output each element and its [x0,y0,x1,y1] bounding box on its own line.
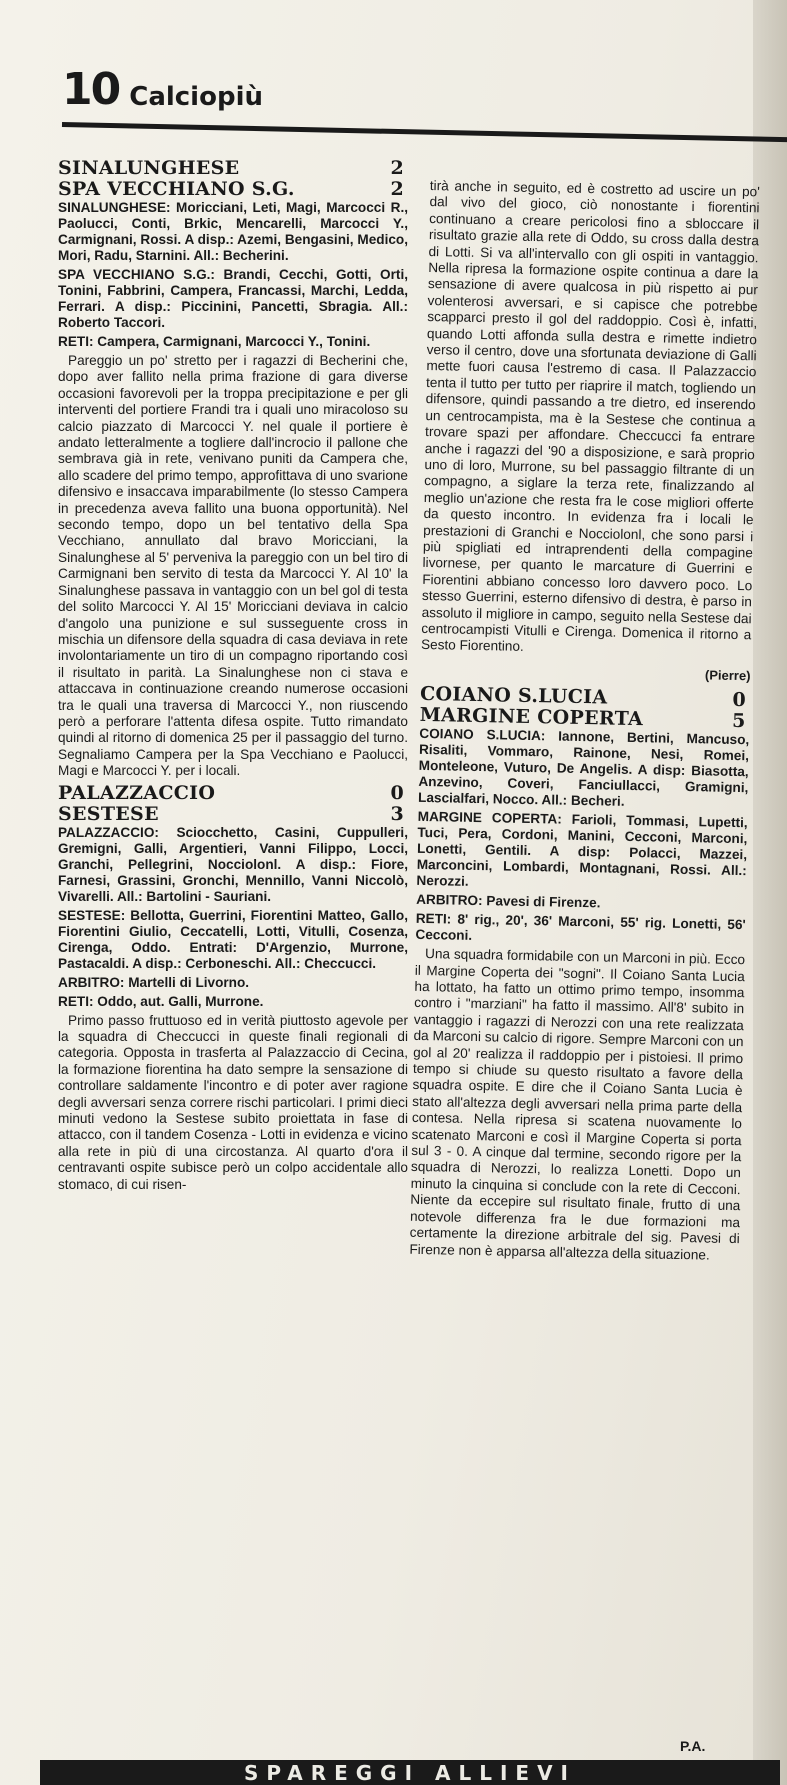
match1-away-team: SPA VECCHIANO S.G. [58,178,295,200]
match2-goals: RETI: Oddo, aut. Galli, Murrone. [58,993,264,1009]
match3-away-team: MARGINE COPERTA [419,704,644,731]
match2-report-part2: tirà anche in seguito, ed è costretto ad uscire un po' dal vivo del gioco, ciò nonostante i fiorentini continuano a creare pericolosi fino a sbloccare il risultato grazie alla rete di Oddo, su cross dalla destra di Lotti. Si va all'intervallo con gli ospiti in vantaggio. Nella ripresa la formazione ospite continua a dare la sensazione di avere qualcosa in più rispetto ai pur volenterosi avversari, e si capisce che potrebbe scapparci presto il gol del raddoppio. Così è, infatti, quando Lotti affonda sulla destra e rimette indietro verso il centro, dove una sfortunata deviazione di Galli mette fuori causa l'estremo di casa. Il Palazzaccio tenta il tutto per tutto per riaprire il match, togliendo un difensore, quindi passando a tre dietro, ed inserendo un centrocampista, ma è la Sestese che continua a trovare spazi per affondare. Checcucci fa entrare anche i ragazzi del '90 a disposizione, e sarà proprio uno di loro, Murrone, su bel passaggio filtrante di un compagno, a siglare la terza rete, finalizzando al meglio un'azione che resta fra le cose migliori offerte da questo incontro. In evidenza fra i locali le prestazioni di Granchi e Nocciolonl, che sono parsi i più spigliati ed intraprendenti della compagine livornese, per quanto le marcature di Guerrini e Fiorentini abbiano concesso loro davvero poco. Lo stesso Guerrini, esterno difensivo di destra, è parso in assoluto il migliore in campo, seguito nella Sestese dai centrocampisti Vitulli e Cirenga. Domenica il ritorno a Sesto Fiorentino. [420,178,760,655]
match3-referee: ARBITRO: Pavesi di Firenze. [416,892,601,911]
match2-referee: ARBITRO: Martelli di Livorno. [58,974,250,990]
match1-goals: RETI: Campera, Carmignani, Marcocci Y., Tonini. [58,334,371,349]
match3-lineup-away: MARGINE COPERTA: Farioli, Tommasi, Lupetti, Tuci, Pera, Cordoni, Manini, Cecconi, Marconi, Lonetti, Gentili. A disp: Polacci, Mazzei, Marconcini, Lombardi, Montagnani, Rossi. All.: Nerozzi. [416,809,748,890]
match2-away-score: 3 [390,802,404,825]
match2-home-score: 0 [390,781,404,804]
column-left [58,158,408,1196]
match1-report: Pareggio un po' stretto per i ragazzi di Becherini che, dopo aver fallito nella prima frazione di gara diverse occasioni favorevoli per la troppa precipitazione e per gli interventi del portiere Frandi tra i quali uno miracoloso su calcio piazzato di Marcocci Y. nel quale il portiere è andato letteralmente a togliere dall'incrocio il pallone che sembrava già in rete, venivano puniti da Campera che, allo scadere del primo tempo, approfittava di uno svarione difensivo e insaccava imparabilmente (lo stesso Campera in precedenza aveva fallito una buona opportunità). Nel secondo tempo, dopo un bel tentativo della Spa Vecchiano, annullato dal bravo Moricciani, la Sinalunghese al 5' perveniva la pareggio con un bel tiro di Carmignani ben servito di testa da Marcocci Y. Al 10' la Sinalunghese passava in vantaggio con un bel gol di testa del solito Marcocci Y. Al 15' Moricciani deviava in calcio d'angolo una punizione e sul susseguente cross in mischia un difensore della squadra di casa deviava in rete involontariamente un tiro di un compagno riportando così il risultato in parità. La Sinalunghese non ci stava e attaccava in continuazione creando numerose occasioni tra le quali una traversa di Marcocci Y., non riuscendo però a perforare l'attenta difesa ospite. Tutto rimandato quindi al ritorno di domenica 25 per il passaggio del turno. Segnaliamo Campera per la Spa Vecchiano e Paolucci, Magi e Marcocci Y. per i locali. [58,353,408,779]
match2-home-row [58,783,408,804]
match1-home-team: SINALUNGHESE [58,157,240,179]
match2-home-team: PALAZZACCIO [58,781,216,804]
footer-banner: SPAREGGI ALLIEVI [40,1760,780,1785]
match1-away-row [58,179,408,200]
match3-home-score: 0 [732,689,747,712]
match3-signoff: P.A. [680,1738,706,1754]
match1-away-score: 2 [390,178,404,200]
match3-goals: RETI: 8' rig., 20', 36' Marconi, 55' rig. Lonetti, 56' Cecconi. [415,911,746,944]
match1-lineup-away: SPA VECCHIANO S.G.: Brandi, Cecchi, Gotti, Orti, Tonini, Fabbrini, Campera, Francassi, Marchi, Ledda, Ferrari. A disp.: Piccinini, Pancetti, Sbragia. All.: Roberto Taccori. [58,267,408,330]
match3-lineup-home: COIANO S.LUCIA: Iannone, Bertini, Mancuso, Risaliti, Vommaro, Rainone, Nesi, Romei, Monteleone, Vuturo, De Angelis. A disp: Biasotta, Anzevino, Coveri, Fanciullacci, Gramigni, Lascialfari, Nocco. All.: Becheri. [417,726,750,810]
header-rule [62,122,787,142]
section-title: Calciopiù [129,82,263,112]
page-header [62,52,263,115]
match3-home-team: COIANO S.LUCIA [419,683,608,709]
match2-away-row [58,804,408,825]
page-number: 10 [62,64,120,115]
match2-report-part1: Primo passo fruttuoso ed in verità piuttosto agevole per la squadra di Checcucci in queste finali regionali di categoria. Opposta in trasferta al Palazzaccio di Cecina, la formazione fiorentina ha dato sempre la sensazione di controllare saldamente l'incontro e di poter aver ragione degli avversari senza correre rischi particolari. I primi dieci minuti vedono la Sestese subito proiettata in fase di attacco, con il tandem Cosenza - Lotti in evidenza e vicino alla rete in più di una circostanza. Al quarto d'ora il centravanti ospite subisce però un colpo accidentale allo stomaco, di cui risen- [58,1012,408,1192]
match2-lineup-away: SESTESE: Bellotta, Guerrini, Fiorentini Matteo, Gallo, Fiorentini Giulio, Ceccatelli, Lotti, Vitulli, Cosenza, Cirenga, Oddo. Entrati: D'Argenzio, Murrone, Pastacaldi. A disp.: Cerboneschi. All.: Checcucci. [58,907,408,971]
match1-home-row [58,158,408,179]
column-right [409,178,760,1267]
match2-lineup-home: PALAZZACCIO: Sciocchetto, Casini, Cuppulleri, Gremigni, Galli, Argentieri, Vanni Filippo, Locci, Granchi, Pellegrini, Nocciolonl. A disp.: Fiore, Farnesi, Grassini, Gronchi, Mennillo, Vanni Niccolò, Vivarelli. All.: Bartolini - Sauriani. [58,824,408,904]
match1-home-score: 2 [390,157,404,179]
match1-lineup-home: SINALUNGHESE: Moricciani, Leti, Magi, Marcocci R., Paolucci, Conti, Brkic, Mencarelli, Marcocci Y., Carmignani, Rossi. A disp.: Azemi, Bengasini, Medico, Mori, Radu, Starnini. All.: Becherini. [58,200,408,263]
match3-away-score: 5 [731,710,746,733]
match3-report: Una squadra formidabile con un Marconi in più. Ecco il Margine Coperta dei "sogni". Il Coiano Santa Lucia ha lottato, ha fatto un ottimo primo tempo, insomma contro i "marziani" ha fatto il massimo. All'8' subito in vantaggio i ragazzi di Nerozzi con una rete realizzata da Marconi su calcio di rigore. Sempre Marconi con un gol al 20' realizza il raddoppio per i pistoiesi. Il primo tempo si chiude su questo risultato a favore della squadra ospite. E dire che il Coiano Santa Lucia è stato all'altezza degli avversari nella prima parte della contesa. Nella ripresa si scatena nuovamente lo scatenato Marconi e così il Margine Coperta si porta sul 3 - 0. A cinque dal termine, secondo rigore per la squadra di Nerozzi, lo realizza Lonetti. Dopo un minuto la cinquina si conclude con la rete di Cecconi. Niente da eccepire sul risultato finale, frutto di una notevole differenza fra le due formazioni ma certamente la direzione arbitrale del sig. Pavesi di Firenze non è apparsa all'altezza della situazione. [409,946,746,1263]
match2-signoff: (Pierre) [704,667,751,684]
match2-away-team: SESTESE [58,802,159,825]
